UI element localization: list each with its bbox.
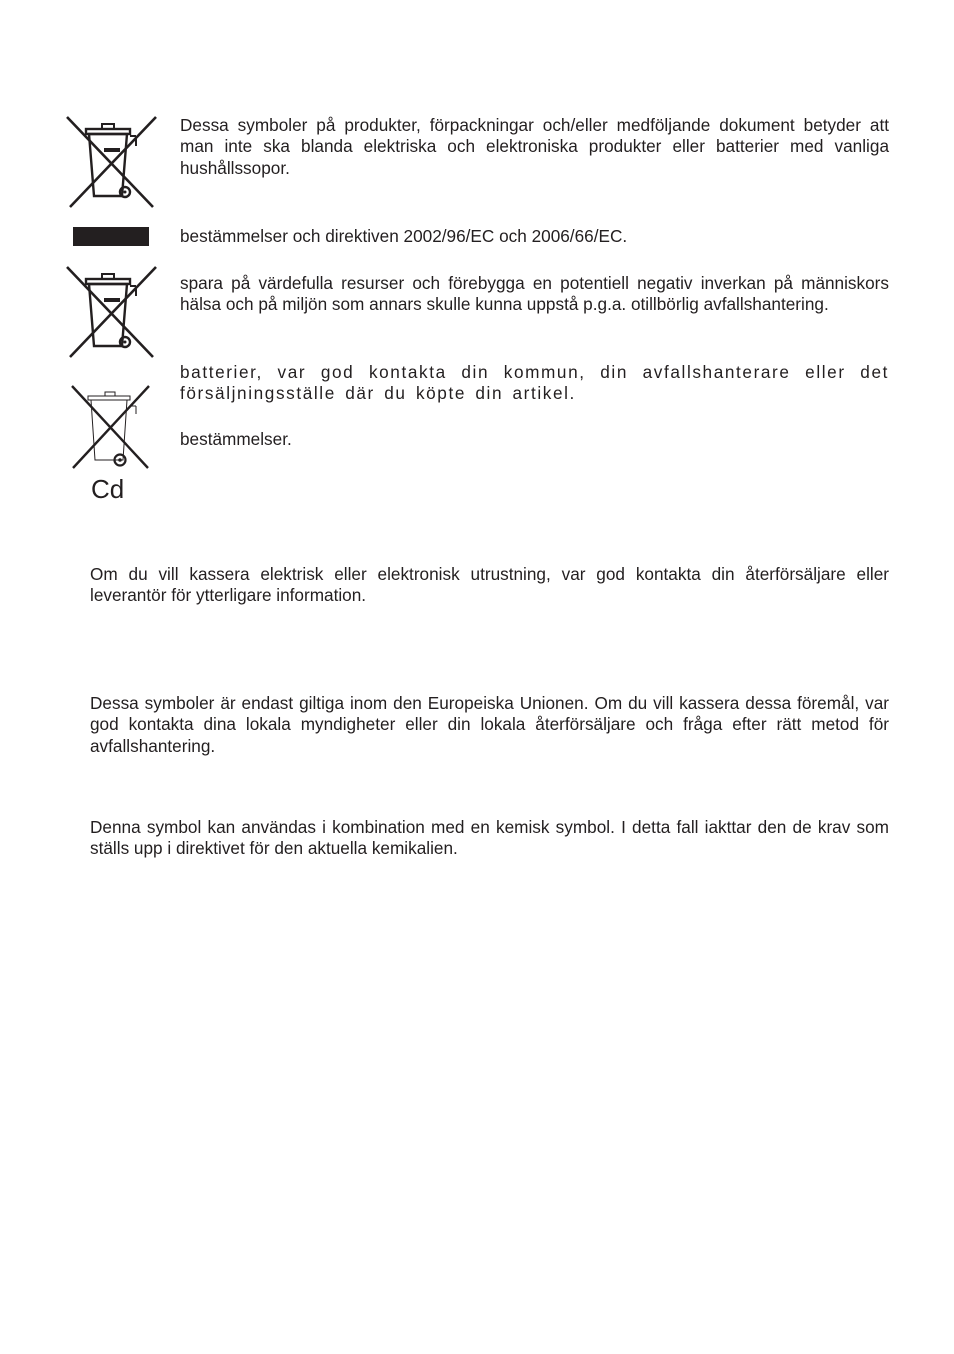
paragraph-batteries-contact: batterier, var god kontakta din kommun, din avfallshanterare eller det försäljningsställe där du köpte din artikel. xyxy=(180,362,889,404)
paragraph-directives: bestämmelser och direktiven 2002/96/EC och 2006/66/EC. xyxy=(180,226,628,246)
weee-bin-icon xyxy=(64,114,160,210)
cd-label: Cd xyxy=(91,474,125,504)
black-bar-symbol xyxy=(73,227,149,246)
paragraph-chemical-symbol: Denna symbol kan användas i kombination med en kemisk symbol. I detta fall iakttar den de krav som ställs upp i direktivet för den aktuella kemikalien. xyxy=(90,817,889,859)
battery-bin-icon xyxy=(64,264,160,360)
cd-bin-icon xyxy=(70,384,152,470)
paragraph-regulations: bestämmelser. xyxy=(180,429,292,449)
paragraph-eu-validity: Dessa symboler är endast giltiga inom den Europeiska Unionen. Om du vill kassera dessa föremål, var god kontakta dina lokala myndigheter eller din lokala återförsäljare och fråga efter rätt metod för avfallshantering. xyxy=(90,693,889,756)
crossed-out-bin-icon xyxy=(64,114,160,210)
crossed-out-bin-icon xyxy=(64,264,160,360)
crossed-out-bin-cadmium-icon xyxy=(70,384,152,470)
paragraph-electrical-disposal: Om du vill kassera elektrisk eller elektronisk utrustning, var god kontakta din återförsäljare eller leverantör för ytterligare information. xyxy=(90,564,889,606)
paragraph-resources: spara på värdefulla resurser och förebygga en potentiell negativ inverkan på människors hälsa och på miljön som annars skulle kunna uppstå p.g.a. otillbörlig avfallshantering. xyxy=(180,273,889,315)
paragraph-symbols-meaning: Dessa symboler på produkter, förpackningar och/eller medföljande dokument betyder att man inte ska blanda elektriska och elektroniska produkter eller batterier med vanliga hushållssopor. xyxy=(180,115,889,178)
